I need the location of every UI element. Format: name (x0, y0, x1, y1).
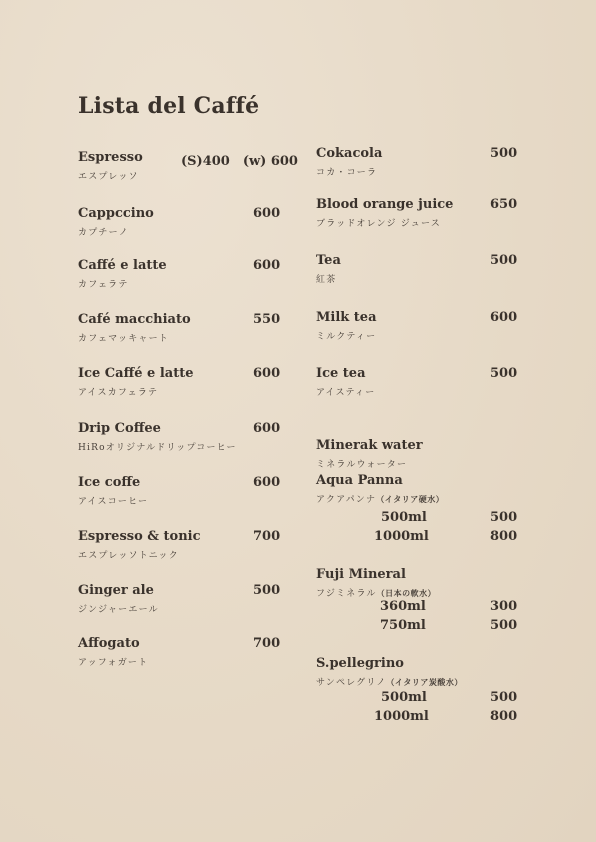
water-brand (316, 473, 444, 505)
item-jp-name: カフェラテ (78, 280, 129, 290)
item-note: （イタリア炭酸水） (386, 677, 463, 687)
item-price: 600 (490, 310, 518, 325)
item-jp-name: ブラッドオレンジ ジュース (316, 219, 441, 229)
item-jp-name: カプチーノ (78, 228, 129, 238)
menu-item (316, 146, 382, 178)
size-label: 750ml (380, 618, 426, 633)
item-price: 800 (490, 529, 518, 544)
menu-item (78, 583, 159, 615)
menu-item (78, 636, 148, 668)
item-name: Minerak water (316, 438, 423, 453)
menu-item (78, 475, 148, 507)
item-jp-name: ジンジャーエール (78, 605, 159, 615)
item-name: Blood orange juice (316, 197, 454, 212)
menu-title: Lista del Caffé (78, 93, 260, 119)
item-jp-name: アイスカフェラテ (78, 388, 159, 398)
water-brand (316, 656, 463, 688)
item-note: （イタリア硬水） (376, 494, 445, 504)
item-jp-name: アッフォガート (78, 658, 149, 668)
size-label: 1000ml (374, 709, 429, 724)
item-name: Tea (316, 253, 341, 268)
item-jp-name: エスプレッソ (78, 172, 139, 182)
size-label: 360ml (380, 599, 426, 614)
item-price: 600 (253, 421, 281, 436)
item-price: 500 (490, 618, 518, 633)
item-name: Caffé e latte (78, 258, 167, 273)
item-price: 650 (490, 197, 518, 212)
menu-item (78, 529, 201, 561)
item-name: Milk tea (316, 310, 377, 325)
item-name: Fuji Mineral (316, 567, 406, 582)
menu-item (316, 310, 377, 342)
size-label: 1000ml (374, 529, 429, 544)
item-price: (S)400 (w) 600 (181, 154, 298, 169)
menu-item (316, 366, 375, 398)
menu-item (78, 206, 154, 238)
item-name: Drip Coffee (78, 421, 161, 436)
menu-item (78, 366, 193, 398)
item-jp-name: アイスコーヒー (78, 497, 149, 507)
item-name: S.pellegrino (316, 656, 404, 671)
item-price: 500 (490, 146, 518, 161)
menu-item (316, 197, 453, 229)
item-price: 500 (490, 510, 518, 525)
item-price: 800 (490, 709, 518, 724)
item-name: Ice Caffé e latte (78, 366, 194, 381)
item-jp-name: コカ・コーラ (316, 168, 378, 178)
item-jp-name: カフェマッキャート (78, 334, 169, 344)
item-price: 300 (490, 599, 518, 614)
water-brand (316, 567, 436, 599)
item-jp-name: 紅茶 (316, 275, 337, 285)
item-jp-name: アイスティー (316, 388, 376, 398)
item-price: 700 (253, 636, 281, 651)
item-price: 600 (253, 206, 281, 221)
item-price: 600 (253, 258, 281, 273)
item-name: Espresso (78, 150, 143, 165)
item-jp-name: フジミネラル (316, 589, 377, 599)
item-price: 500 (490, 690, 518, 705)
item-name: Affogato (78, 636, 140, 651)
size-label: 500ml (381, 510, 427, 525)
item-name: Espresso & tonic (78, 529, 201, 544)
item-name: Ice tea (316, 366, 366, 381)
item-name: Cappccino (78, 206, 154, 221)
item-name: Café macchiato (78, 312, 191, 327)
item-name: Aqua Panna (316, 473, 403, 488)
item-name: Ginger ale (78, 583, 154, 598)
item-jp-name: ミルクティー (316, 332, 377, 342)
size-label: 500ml (381, 690, 427, 705)
item-jp-name: サンペレグリノ (316, 678, 387, 688)
item-price: 500 (253, 583, 281, 598)
menu-item (78, 312, 191, 344)
item-jp-name: エスプレッソトニック (78, 551, 179, 561)
menu-item (78, 421, 237, 453)
item-name: Cokacola (316, 146, 383, 161)
item-jp-name: アクアパンナ (316, 495, 377, 505)
item-price: 500 (490, 366, 518, 381)
item-price: 600 (253, 366, 281, 381)
item-price: 500 (490, 253, 518, 268)
menu-item (78, 150, 143, 182)
item-note: （日本の軟水） (376, 588, 437, 598)
item-price: 600 (253, 475, 281, 490)
item-name: Ice coffe (78, 475, 141, 490)
item-price: 550 (253, 312, 281, 327)
mineral-water-section (316, 438, 423, 470)
item-jp-name: ミネラルウォーター (316, 460, 408, 470)
item-jp-name: HiRoオリジナルドリップコーヒー (78, 443, 237, 453)
menu-item (78, 258, 167, 290)
item-price: 700 (253, 529, 281, 544)
menu-item (316, 253, 341, 285)
